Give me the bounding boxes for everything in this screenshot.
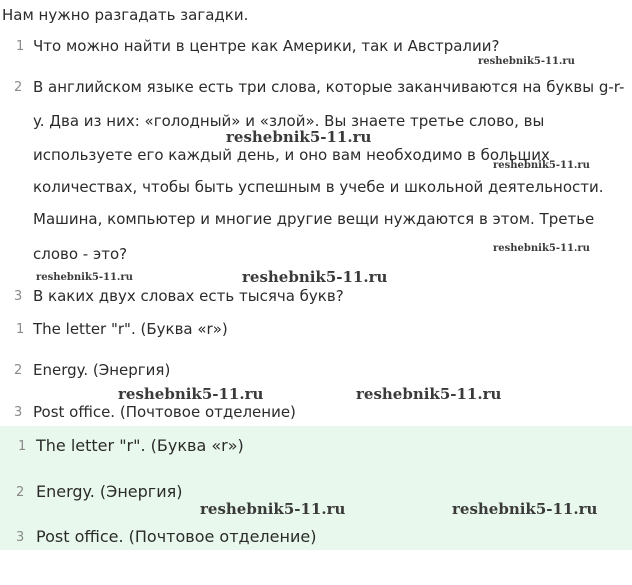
question-2-line: используете его каждый день, и оно вам необходимо в больших bbox=[33, 146, 550, 164]
question-2-line: Машина, компьютер и многие другие вещи нуждаются в этом. Третье bbox=[33, 210, 595, 228]
question-number: 2 bbox=[14, 80, 23, 95]
watermark: reshebnik5-11.ru bbox=[493, 243, 590, 254]
answer-text: Post office. (Почтовое отделение) bbox=[36, 527, 317, 546]
question-number: 3 bbox=[14, 289, 23, 304]
answer-text: The letter "r". (Буква «r») bbox=[36, 436, 244, 455]
question-2-line: количествах, чтобы быть успешным в учебе и школьной деятельности. bbox=[33, 178, 604, 196]
answer-number: 3 bbox=[16, 530, 25, 545]
watermark: reshebnik5-11.ru bbox=[226, 128, 372, 146]
watermark: reshebnik5-11.ru bbox=[36, 272, 133, 283]
watermark: reshebnik5-11.ru bbox=[118, 385, 264, 403]
question-2-line: y. Два из них: «голодный» и «злой». Вы знаете третье слово, вы bbox=[33, 112, 545, 130]
answer-text: Energy. (Энергия) bbox=[36, 482, 183, 501]
question-2-line: В английском языке есть три слова, которые заканчиваются на буквы g-r- bbox=[33, 78, 625, 96]
question-2-line: слово - это? bbox=[33, 245, 128, 263]
answer-number: 3 bbox=[14, 405, 23, 420]
answer-number: 2 bbox=[16, 485, 25, 500]
question-number: 1 bbox=[16, 39, 25, 54]
watermark: reshebnik5-11.ru bbox=[478, 56, 575, 67]
intro-text: Нам нужно разгадать загадки. bbox=[2, 6, 249, 24]
answer-text: Energy. (Энергия) bbox=[33, 361, 171, 379]
question-1-text: Что можно найти в центре как Америки, так и Австралии? bbox=[33, 37, 500, 55]
watermark: reshebnik5-11.ru bbox=[356, 385, 502, 403]
watermark: reshebnik5-11.ru bbox=[452, 500, 598, 518]
answer-text: The letter "r". (Буква «r») bbox=[33, 320, 228, 338]
answer-number: 2 bbox=[14, 363, 23, 378]
watermark: reshebnik5-11.ru bbox=[242, 268, 388, 286]
answer-number: 1 bbox=[16, 322, 25, 337]
watermark: reshebnik5-11.ru bbox=[200, 500, 346, 518]
watermark: reshebnik5-11.ru bbox=[493, 160, 590, 171]
answer-text: Post office. (Почтовое отделение) bbox=[33, 403, 296, 421]
question-3-text: В каких двух словах есть тысяча букв? bbox=[33, 287, 344, 305]
answer-number: 1 bbox=[18, 439, 27, 454]
